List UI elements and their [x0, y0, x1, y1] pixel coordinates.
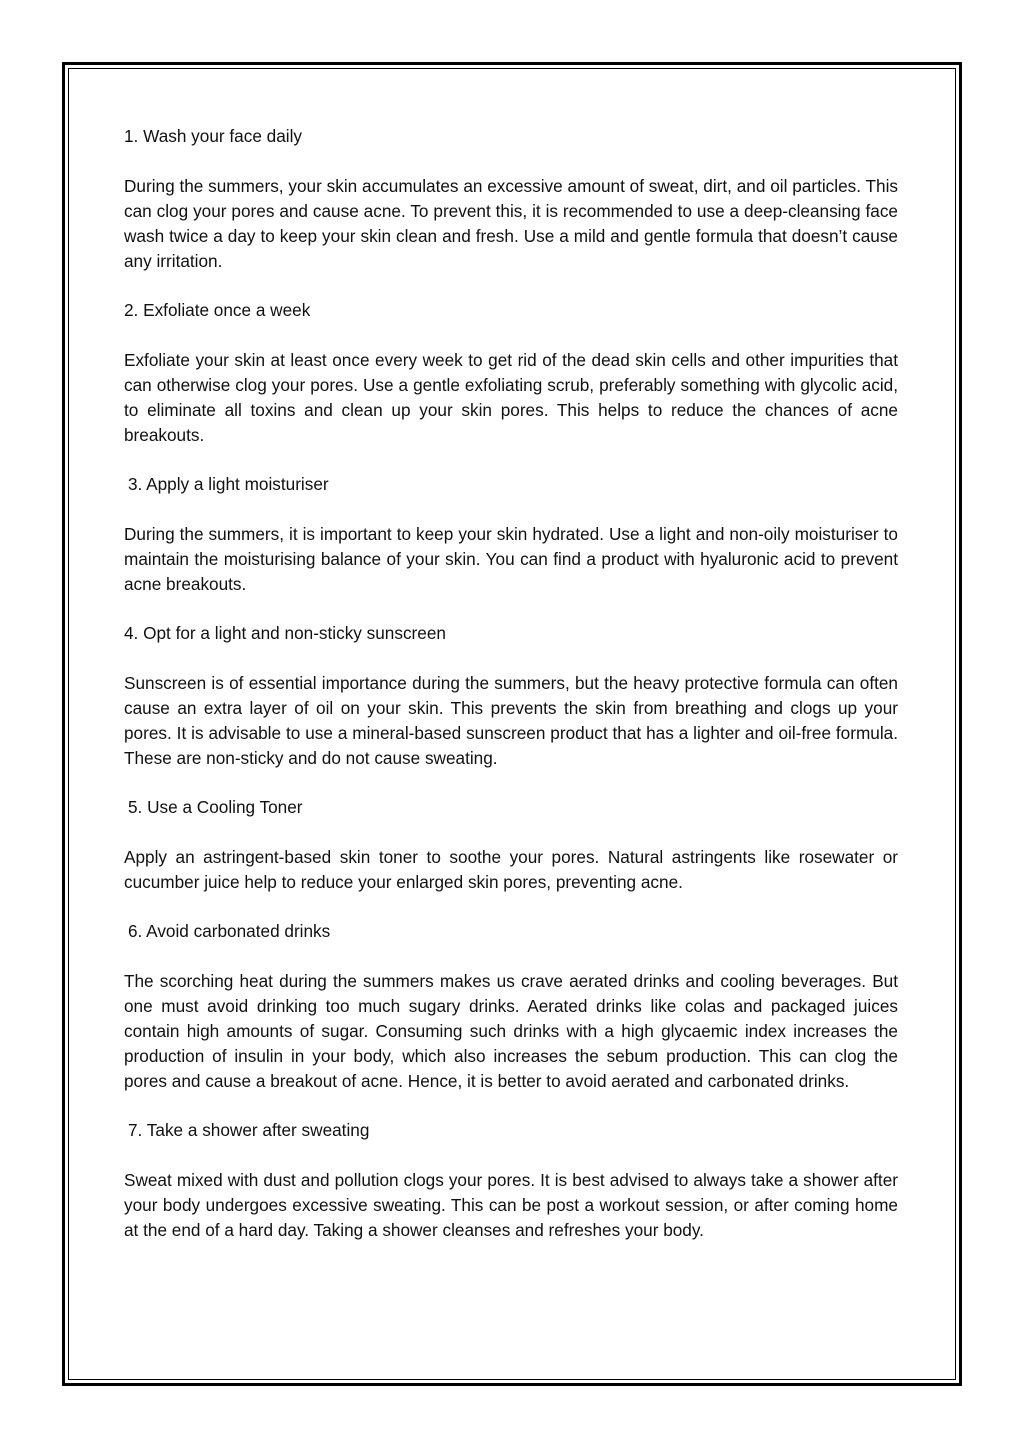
section-heading: 2. Exfoliate once a week [124, 300, 311, 320]
section-body: Exfoliate your skin at least once every week to get rid of the dead skin cells and other impurities that can otherwise clog your pores. Use a gentle exfoliating scrub, preferably something with glycolic acid, to eliminate all toxins and clean up your skin pores. This helps to reduce the chances of acne breakouts. [124, 349, 898, 445]
section-moisturiser [124, 472, 898, 597]
section-sunscreen [124, 621, 898, 771]
section-cooling-toner [124, 795, 898, 895]
section-body: Apply an astringent-based skin toner to soothe your pores. Natural astringents like rosewater or cucumber juice help to reduce your enlarged skin pores, preventing acne. [124, 846, 898, 892]
section-heading: 7. Take a shower after sweating [128, 1120, 370, 1140]
section-heading: 3. Apply a light moisturiser [128, 474, 329, 494]
section-heading: 4. Opt for a light and non-sticky sunscreen [124, 623, 446, 643]
document-content [124, 124, 898, 1267]
section-body: Sweat mixed with dust and pollution clogs your pores. It is best advised to always take a shower after your body undergoes excessive sweating. This can be post a workout session, or after coming home at the end of a hard day. Taking a shower cleanses and refreshes your body. [124, 1169, 898, 1240]
section-body: During the summers, it is important to keep your skin hydrated. Use a light and non-oily moisturiser to maintain the moisturising balance of your skin. You can find a product with hyaluronic acid to prevent acne breakouts. [124, 523, 898, 594]
section-body: Sunscreen is of essential importance during the summers, but the heavy protective formula can often cause an extra layer of oil on your skin. This prevents the skin from breathing and clogs up your pores. It is advisable to use a mineral-based sunscreen product that has a lighter and oil-free formula. These are non-sticky and do not cause sweating. [124, 672, 898, 768]
section-heading: 1. Wash your face daily [124, 126, 303, 146]
section-heading: 6. Avoid carbonated drinks [128, 921, 331, 941]
section-exfoliate [124, 298, 898, 448]
section-carbonated-drinks [124, 919, 898, 1094]
section-heading: 5. Use a Cooling Toner [128, 797, 303, 817]
section-wash-face [124, 124, 898, 274]
section-body: During the summers, your skin accumulates an excessive amount of sweat, dirt, and oil particles. This can clog your pores and cause acne. To prevent this, it is recommended to use a deep-cleansing face wash twice a day to keep your skin clean and fresh. Use a mild and gentle formula that doesn’t cause any irritation. [124, 175, 898, 271]
section-body: The scorching heat during the summers makes us crave aerated drinks and cooling beverages. But one must avoid drinking too much sugary drinks. Aerated drinks like colas and packaged juices contain high amounts of sugar. Consuming such drinks with a high glycaemic index increases the production of insulin in your body, which also increases the sebum production. This can clog the pores and cause a breakout of acne. Hence, it is better to avoid aerated and carbonated drinks. [124, 970, 898, 1091]
section-shower [124, 1118, 898, 1243]
